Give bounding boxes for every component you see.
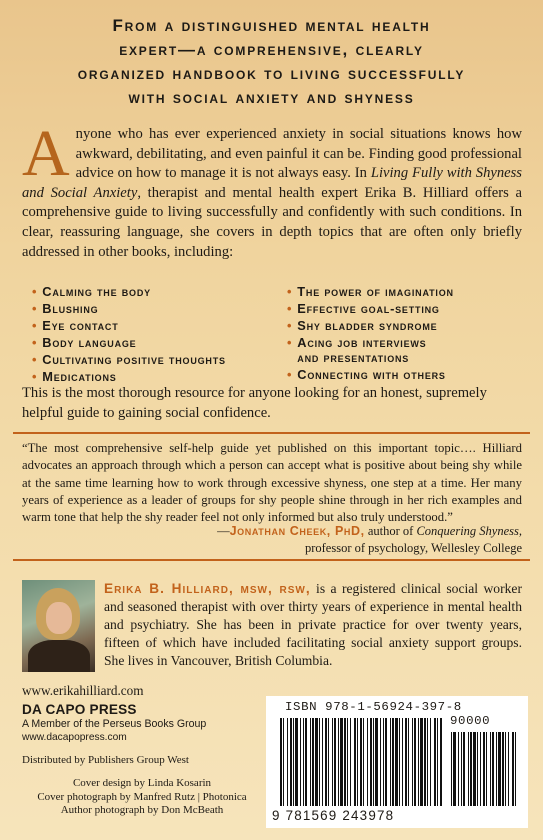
headline-line: organized handbook to living successfully <box>77 64 466 83</box>
barcode-digits: 9 781569 243978 <box>272 808 395 823</box>
photo-face <box>46 602 72 634</box>
topic-label: Blushing <box>42 301 99 316</box>
publisher-website[interactable]: www.dacapopress.com <box>22 732 127 743</box>
topic-label: Calming the body <box>42 284 151 299</box>
topic-label-line: and presentations <box>297 350 410 366</box>
topic-label <box>297 335 426 367</box>
bullet-icon: • <box>287 284 293 299</box>
credit-line: Cover photograph by Manfred Rutz | Photonica <box>37 790 247 803</box>
quote-author-name: Jonathan Cheek, PhD, <box>229 524 365 538</box>
bullet-icon: • <box>287 335 293 350</box>
topic-item <box>287 284 522 301</box>
topic-label: The power of imagination <box>297 284 454 299</box>
quote-attribution <box>22 523 522 558</box>
drop-cap: A <box>22 117 70 190</box>
topics-column-right <box>287 284 522 386</box>
attribution-dash: — <box>217 524 230 538</box>
closing-paragraph: This is the most thorough resource for anyone looking for an honest, supremely helpful guide to gaining social confidence. <box>22 385 487 421</box>
headline <box>20 14 523 110</box>
topic-item <box>32 284 287 301</box>
intro-paragraph <box>22 117 522 262</box>
topic-label-line: Acing job interviews <box>297 335 427 350</box>
author-photo <box>22 580 95 672</box>
bullet-icon: • <box>32 301 38 316</box>
topics-column-left <box>32 284 287 386</box>
topics-list <box>32 284 522 386</box>
topic-label: Shy bladder syndrome <box>297 318 438 333</box>
bullet-icon: • <box>32 335 38 350</box>
distributor-line: Distributed by Publishers Group West <box>22 754 189 766</box>
topic-item <box>32 318 287 335</box>
publisher-member-line: A Member of the Perseus Books Group <box>22 718 207 730</box>
credit-line: Cover design by Linda Kosarin <box>72 777 212 789</box>
price-code: 90000 <box>450 714 491 728</box>
headline-line: From a distinguished mental health <box>112 16 431 35</box>
bullet-icon: • <box>287 367 293 382</box>
bullet-icon: • <box>32 369 38 384</box>
topic-item <box>287 367 522 384</box>
photo-body <box>28 640 90 672</box>
credits <box>22 777 262 818</box>
blurb-quote: “The most comprehensive self-help guide yet published on this important topic…. Hilliard advocates an approach through which a person can accept what is positive about being shy while at the same time learning how to work through excessive shyness, one step at a time. Her many years of experience as a leader of groups for shy people shine through in her rich examples and warm tone that help the shy reader feel not only informed but also truly understood.” <box>22 441 522 525</box>
topic-item <box>287 318 522 335</box>
author-website[interactable]: www.erikahilliard.com <box>22 683 144 698</box>
topic-label: Effective goal-setting <box>297 301 440 316</box>
credit-line: Author photograph by Don McBeath <box>60 804 224 816</box>
author-bio <box>104 580 522 670</box>
attribution-text: author of <box>364 524 417 538</box>
isbn-label: ISBN 978-1-56924-397-8 <box>285 700 462 714</box>
publisher-name: DA CAPO PRESS <box>22 702 137 717</box>
bio-text: is a registered clinical social worker and seasoned therapist with over thirty years of experience in mental health and psychiatry. She has been in private practice for over twenty years, fifteen of which have included facilitating social anxiety support groups. She lives in Vancouver, British Columbia. <box>104 581 522 669</box>
topic-item <box>287 301 522 318</box>
bullet-icon: • <box>287 318 293 333</box>
bullet-icon: • <box>287 301 293 316</box>
topic-item <box>32 301 287 318</box>
topic-item <box>32 335 287 352</box>
bio-author-name: Erika B. Hilliard, msw, rsw, <box>104 581 311 596</box>
bullet-icon: • <box>32 318 38 333</box>
bullet-icon: • <box>32 352 38 367</box>
topic-label: Cultivating positive thoughts <box>42 352 226 367</box>
quote-author-book: Conquering Shyness, <box>416 524 522 538</box>
topic-label: Body language <box>42 335 137 350</box>
headline-line: expert—a comprehensive, clearly <box>119 40 424 59</box>
topic-item <box>287 335 522 367</box>
quote-author-affiliation: professor of psychology, Wellesley College <box>304 541 522 556</box>
topic-label: Medications <box>42 369 117 384</box>
intro-text: nyone who has ever experienced anxiety in social situations knows how awkward, debilitating, and even painful it can be. Finding good professional advice on how to manage it is not always easy. In <box>75 126 522 182</box>
topic-label: Connecting with others <box>297 367 446 382</box>
intro-text-cont: , therapist and mental health expert Erika B. Hilliard offers a comprehensive guide to living successfully and confidently with such conditions. In clear, reassuring language, she covers in depth topics that are often only briefly addressed in other books, including: <box>22 184 522 260</box>
topic-label: Eye contact <box>42 318 119 333</box>
topic-item <box>32 352 287 369</box>
bullet-icon: • <box>32 284 38 299</box>
book-title: Living Fully with Shyness and Social Anxiety <box>22 165 522 201</box>
headline-line: with social anxiety and shyness <box>128 88 415 107</box>
